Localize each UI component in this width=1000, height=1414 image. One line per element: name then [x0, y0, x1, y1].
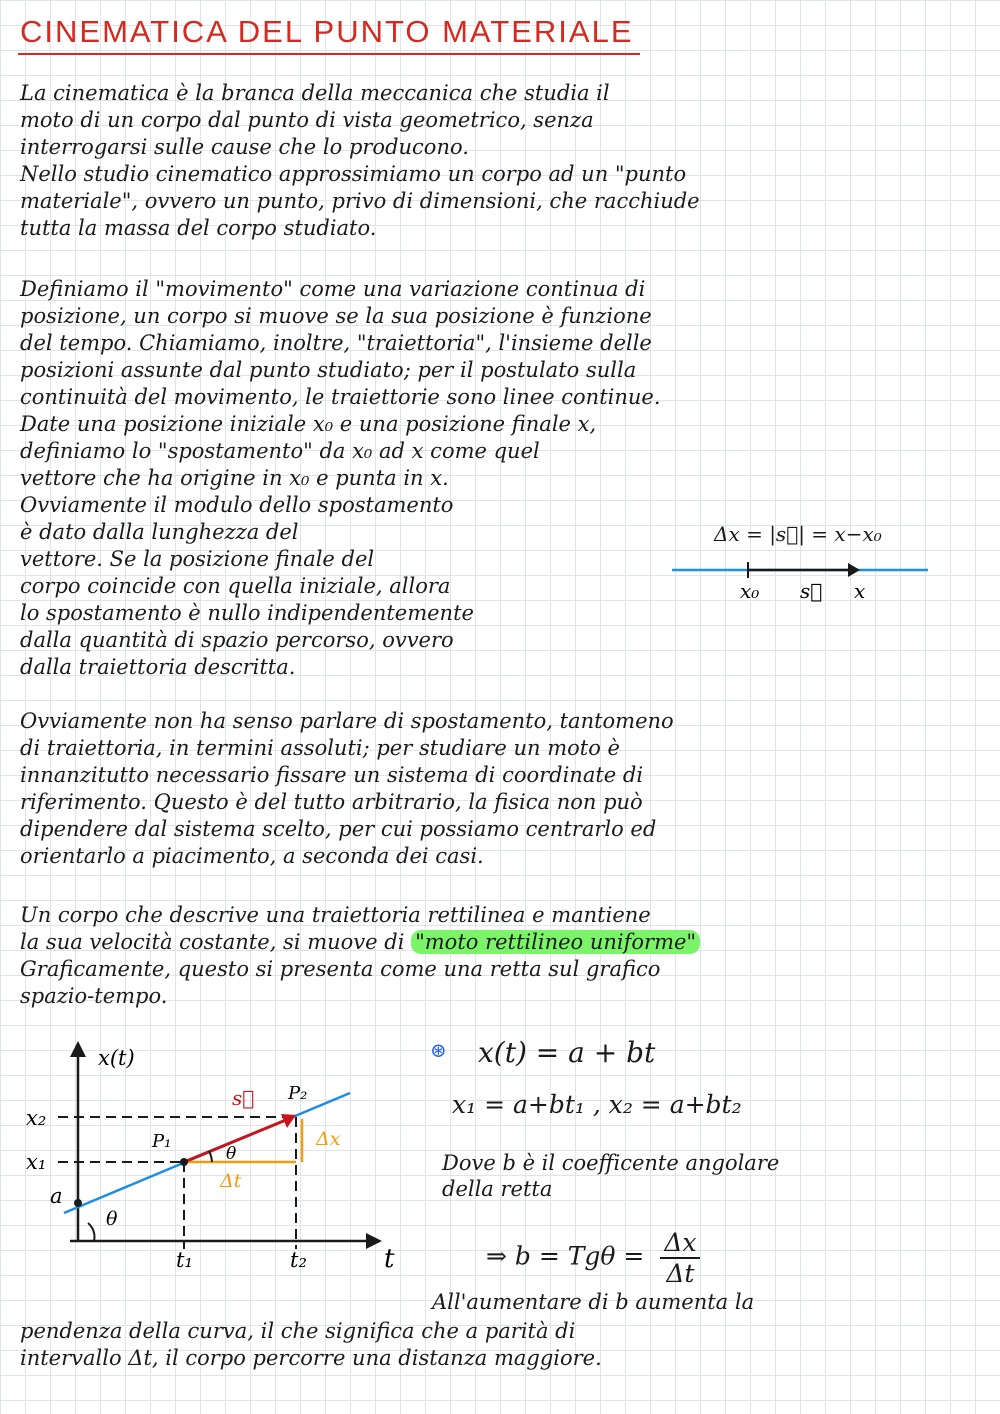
- text-line: Ovviamente non ha senso parlare di spostamento, tantomeno: [20, 709, 674, 733]
- label-s: s⃗: [800, 579, 823, 603]
- text-line: riferimento. Questo è del tutto arbitrario, la fisica non può: [20, 790, 643, 814]
- label-x2: x₂: [26, 1106, 47, 1130]
- text-line: vettore che ha origine in x₀ e punta in x.: [20, 466, 449, 490]
- text-line: posizioni assunte dal punto studiato; per il postulato sulla: [20, 358, 637, 382]
- text-line: orientarlo a piacimento, a seconda dei casi.: [20, 844, 484, 868]
- text-line: intervallo Δt, il corpo percorre una distanza maggiore.: [20, 1346, 602, 1370]
- text-fragment: la sua velocità costante, si muove di: [20, 930, 412, 954]
- text-line: La cinematica è la branca della meccanica che studia il: [20, 81, 610, 105]
- label-theta-mid: θ: [226, 1144, 237, 1164]
- text-line: innanzitutto necessario fissare un sistema di coordinate di: [20, 763, 644, 787]
- delta-fraction: [660, 1228, 700, 1288]
- text-line: Dove b è il coefficente angolare: [442, 1151, 780, 1175]
- line-equation: x(t) = a + bt: [478, 1036, 656, 1069]
- displacement-formula: Δx = |s⃗| = x−x₀: [714, 522, 882, 546]
- movement-paragraph: [20, 276, 980, 492]
- label-p2: P₂: [288, 1083, 308, 1104]
- arrowhead-icon: [848, 563, 860, 577]
- t-axis-label: t: [384, 1244, 395, 1274]
- slope-equation: [486, 1228, 700, 1288]
- text-line: tutta la massa del corpo studiato.: [20, 216, 377, 240]
- label-t1: t₁: [176, 1248, 193, 1272]
- displacement-paragraph: [20, 492, 660, 681]
- label-p1: P₁: [152, 1131, 172, 1152]
- y-axis-arrow-icon: [70, 1041, 86, 1057]
- text-line: definiamo lo "spostamento" da x₀ ad x come quel: [20, 439, 540, 463]
- label-a: a: [50, 1184, 63, 1208]
- label-x0: x₀: [740, 579, 760, 603]
- text-line: di traiettoria, in termini assoluti; per studiare un moto è: [20, 736, 620, 760]
- slope-equation-lhs: ⇒ b = Tgθ =: [486, 1241, 645, 1271]
- text-line: dalla traiettoria descritta.: [20, 655, 296, 679]
- text-line: moto di un corpo dal punto di vista geometrico, senza: [20, 108, 594, 132]
- angle-arc-mid: [209, 1151, 212, 1162]
- label-x: x: [854, 579, 866, 603]
- y-axis-label: x(t): [98, 1046, 135, 1070]
- label-t2: t₂: [290, 1248, 307, 1272]
- text-line: Graficamente, questo si presenta come una retta sul grafico: [20, 957, 661, 981]
- text-line: continuità del movimento, le traiettorie sono linee continue.: [20, 385, 661, 409]
- text-line: Nello studio cinematico approssimiamo un corpo ad un "punto: [20, 162, 687, 186]
- intro-paragraph: [20, 80, 980, 242]
- conclusion-paragraph: [20, 1318, 980, 1372]
- text-line: Definiamo il "movimento" come una variazione continua di: [20, 277, 646, 301]
- space-time-graph: [20, 1035, 420, 1280]
- text-line: Un corpo che descrive una traiettoria rettilinea e mantiene: [20, 903, 651, 927]
- text-line: dalla quantità di spazio percorso, ovvero: [20, 628, 454, 652]
- uniform-motion-paragraph: [20, 902, 990, 1010]
- text-line: Date una posizione iniziale x₀ e una posizione finale x,: [20, 412, 597, 436]
- text-line: lo spostamento è nullo indipendentemente: [20, 601, 474, 625]
- point-p1: [180, 1158, 188, 1166]
- text-line: è dato dalla lunghezza del: [20, 520, 299, 544]
- points-equation: x₁ = a+bt₁ , x₂ = a+bt₂: [452, 1090, 742, 1119]
- t-axis-arrow-icon: [366, 1233, 382, 1249]
- reference-paragraph: [20, 708, 980, 870]
- text-line: posizione, un corpo si muove se la sua posizione è funzione: [20, 304, 652, 328]
- fraction-numerator: Δx: [660, 1228, 700, 1259]
- text-line: spazio-tempo.: [20, 984, 168, 1008]
- slope-note: [442, 1150, 962, 1202]
- displacement-vector-figure: [670, 550, 940, 610]
- label-delta-t: Δt: [220, 1170, 242, 1192]
- point-a: [74, 1199, 82, 1207]
- text-line: della retta: [442, 1177, 553, 1201]
- text-line: del tempo. Chiamiamo, inoltre, "traiettoria", l'insieme delle: [20, 331, 652, 355]
- text-line: corpo coincide con quella iniziale, allora: [20, 574, 451, 598]
- text-line: dipendere dal sistema scelto, per cui possiamo centrarlo ed: [20, 817, 657, 841]
- highlighted-term: "moto rettilineo uniforme": [411, 930, 700, 954]
- text-line: materiale", ovvero un punto, privo di dimensioni, che racchiude: [20, 189, 700, 213]
- label-x1: x₁: [26, 1150, 47, 1174]
- page-title: CINEMATICA DEL PUNTO MATERIALE: [18, 14, 640, 55]
- text-line: [20, 929, 990, 956]
- star-icon: ⊛: [430, 1038, 447, 1062]
- label-delta-x: Δx: [316, 1128, 341, 1150]
- label-s: s⃗: [232, 1086, 255, 1110]
- text-line: Ovviamente il modulo dello spostamento: [20, 493, 454, 517]
- text-line: pendenza della curva, il che significa che a parità di: [20, 1319, 576, 1343]
- label-theta-base: θ: [106, 1208, 118, 1230]
- text-line: interrogarsi sulle cause che lo producono.: [20, 135, 469, 159]
- angle-arc-base: [88, 1223, 94, 1241]
- text-line: vettore. Se la posizione finale del: [20, 547, 375, 571]
- fraction-denominator: Δt: [666, 1259, 695, 1288]
- conclusion-start: All'aumentare di b aumenta la: [432, 1290, 755, 1314]
